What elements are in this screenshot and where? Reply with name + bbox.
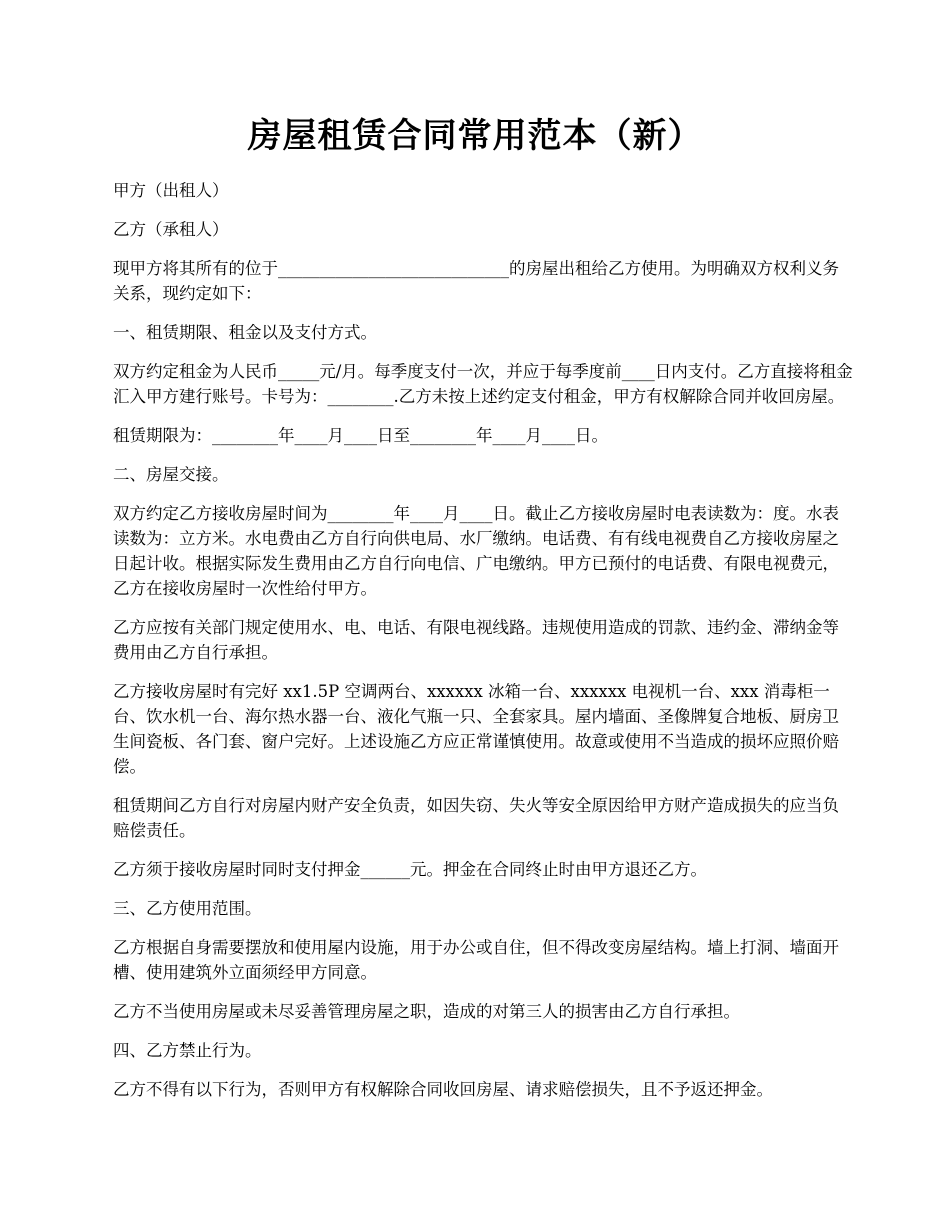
rent-payment-paragraph: 双方约定租金为人民币_____元/月。每季度支付一次，并应于每季度前____日内支付。乙方直接将租金汇入甲方建行账号。卡号为：________.乙方未按上述约定支付租金，甲方有权解除合同并收回房屋。: [113, 362, 853, 406]
document-title: 房屋租赁合同常用范本（新）: [247, 116, 703, 156]
utilities-paragraph: 乙方应按有关部门规定使用水、电、电话、有限电视线路。违规使用造成的罚款、违约金、滞纳金等费用由乙方自行承担。: [113, 618, 839, 662]
party-a-line: 甲方（出租人）: [113, 181, 229, 200]
intro-paragraph: 现甲方将其所有的位于____________________________的房屋出租给乙方使用。为明确双方权利义务关系，现约定如下：: [113, 259, 839, 303]
third-party-liability-paragraph: 乙方不当使用房屋或未尽妥善管理房屋之职，造成的对第三人的损害由乙方自行承担。: [113, 1002, 740, 1021]
section-heading-3: 三、乙方使用范围。: [113, 899, 262, 918]
document-body: [113, 178, 853, 1116]
deposit-paragraph: 乙方须于接收房屋时同时支付押金______元。押金在合同终止时由甲方退还乙方。: [113, 860, 707, 879]
section-heading-2: 二、房屋交接。: [113, 465, 229, 484]
party-b-line: 乙方（承租人）: [113, 220, 229, 239]
lease-term-paragraph: 租赁期限为：________年____月____日至________年____月____日。: [113, 426, 608, 445]
usage-scope-paragraph: 乙方根据自身需要摆放和使用屋内设施，用于办公或自住，但不得改变房屋结构。墙上打洞、墙面开槽、使用建筑外立面须经甲方同意。: [113, 938, 839, 982]
safety-paragraph: 租赁期间乙方自行对房屋内财产安全负责，如因失窃、失火等安全原因给甲方财产造成损失的应当负赔偿责任。: [113, 796, 839, 840]
handover-paragraph: 双方约定乙方接收房屋时间为________年____月____日。截止乙方接收房屋时电表读数为：度。水表读数为：立方米。水电费由乙方自行向供电局、水厂缴纳。电话费、有有线电视费自乙方接收房屋之日起计收。根据实际发生费用由乙方自行向电信、广电缴纳。甲方已预付的电话费、有限电视费元，乙方在接收房屋时一次性给付甲方。: [113, 504, 839, 598]
facilities-paragraph: 乙方接收房屋时有完好 xx1.5P 空调两台、xxxxxx 冰箱一台、xxxxxx 电视机一台、xxx 消毒柜一台、饮水机一台、海尔热水器一台、液化气瓶一只、全套家具。屋内墙面、圣像牌复合地板、厨房卫生间瓷板、各门套、窗户完好。上述设施乙方应正常谨慎使用。故意或使用不当造成的损坏应照价赔偿。: [113, 682, 839, 776]
section-heading-4: 四、乙方禁止行为。: [113, 1041, 262, 1060]
section-heading-1: 一、租赁期限、租金以及支付方式。: [113, 323, 377, 342]
prohibited-acts-paragraph: 乙方不得有以下行为，否则甲方有权解除合同收回房屋、请求赔偿损失，且不予返还押金。: [113, 1080, 773, 1099]
